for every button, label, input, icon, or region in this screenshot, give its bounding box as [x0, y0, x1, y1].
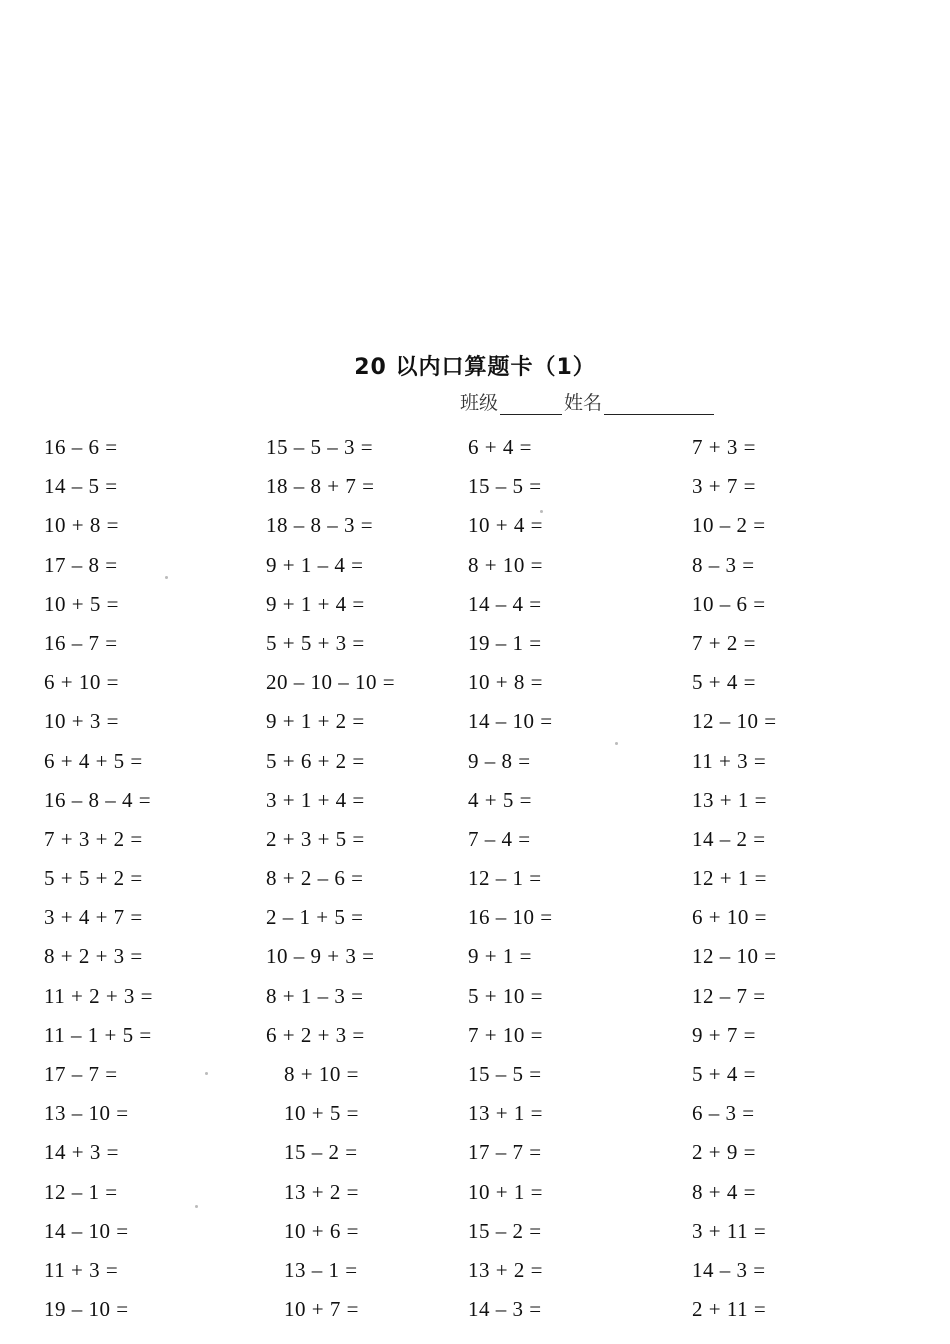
problem-item: 10 – 9 + 3 = [266, 944, 375, 969]
problem-item: 10 + 8 = [468, 670, 543, 695]
problem-item: 7 + 3 = [692, 435, 756, 459]
problem-item: 12 – 10 = [692, 944, 777, 969]
problem-item: 7 – 4 = [468, 826, 531, 851]
problem-item: 14 – 3 = [692, 1257, 766, 1282]
problem-item: 5 + 6 + 2 = [266, 748, 365, 773]
problem-item: 9 + 7 = [692, 1022, 756, 1047]
problem-item: 12 – 1 = [44, 1179, 118, 1204]
problem-item: 6 – 3 = [692, 1101, 755, 1126]
problem-item: 2 – 1 + 5 = [266, 905, 364, 930]
problem-item: 5 + 4 = [692, 670, 756, 695]
problem-item: 20 – 10 – 10 = [266, 670, 396, 695]
problem-item: 10 + 1 = [468, 1179, 543, 1204]
problem-item: 19 – 10 = [44, 1297, 129, 1322]
problem-item: 5 + 4 = [692, 1062, 756, 1086]
problem-item: 6 + 10 = [692, 905, 767, 930]
problem-item: 13 + 2 = [284, 1179, 359, 1204]
name-blank[interactable] [604, 392, 714, 415]
scan-speck [195, 1205, 198, 1208]
problem-column-3 [468, 428, 553, 1329]
problem-item: 18 – 8 + 7 = [266, 474, 375, 499]
problem-item: 11 + 3 = [692, 748, 767, 773]
problem-item: 16 – 10 = [468, 905, 553, 930]
problem-item: 10 + 5 = [44, 591, 119, 616]
problem-item: 12 – 7 = [692, 983, 766, 1008]
problem-item: 17 – 8 = [44, 552, 118, 577]
problem-item: 10 + 7 = [284, 1297, 359, 1322]
scan-speck [165, 576, 168, 579]
problem-item: 7 + 2 = [692, 630, 756, 655]
problem-item: 15 – 2 = [284, 1140, 358, 1165]
problem-item: 6 + 10 = [44, 670, 119, 695]
problem-item: 16 – 6 = [44, 435, 118, 459]
problem-item: 9 – 8 = [468, 748, 531, 773]
problem-item: 12 – 10 = [692, 709, 777, 734]
problem-item: 9 + 1 – 4 = [266, 552, 364, 577]
problem-column-1 [44, 428, 153, 1329]
problem-item: 8 + 1 – 3 = [266, 983, 364, 1008]
problem-item: 17 – 7 = [44, 1062, 118, 1086]
scan-speck [615, 742, 618, 745]
problem-item: 19 – 1 = [468, 630, 542, 655]
problem-item: 5 + 5 + 3 = [266, 630, 365, 655]
problem-item: 10 + 4 = [468, 513, 543, 538]
problem-item: 8 + 4 = [692, 1179, 756, 1204]
problem-item: 14 – 10 = [468, 709, 553, 734]
problem-item: 10 + 3 = [44, 709, 119, 734]
problem-item: 8 – 3 = [692, 552, 755, 577]
problem-item: 15 – 5 = [468, 474, 542, 499]
problem-item: 10 + 5 = [284, 1101, 359, 1126]
worksheet-title: 20 以内口算题卡（1） [354, 355, 596, 380]
problem-item: 17 – 7 = [468, 1140, 542, 1165]
problem-item: 14 – 3 = [468, 1297, 542, 1322]
problem-item: 14 – 4 = [468, 591, 542, 616]
problem-item: 15 – 5 = [468, 1062, 542, 1086]
problem-column-2 [266, 428, 395, 1329]
problem-item: 4 + 5 = [468, 787, 532, 812]
problem-item: 14 – 2 = [692, 826, 766, 851]
problem-item: 14 – 5 = [44, 474, 118, 499]
problem-item: 3 + 7 = [692, 474, 756, 499]
problem-item: 7 + 10 = [468, 1022, 543, 1047]
problem-item: 18 – 8 – 3 = [266, 513, 374, 538]
problem-item: 12 – 1 = [468, 866, 542, 891]
problem-item: 16 – 8 – 4 = [44, 787, 152, 812]
problem-item: 8 + 10 = [468, 552, 543, 577]
class-label: 班级 [460, 392, 499, 414]
name-label: 姓名 [564, 392, 603, 414]
problem-item: 9 + 1 + 2 = [266, 709, 365, 734]
problem-item: 10 + 8 = [44, 513, 119, 538]
scan-speck [540, 510, 543, 513]
problem-column-4 [692, 428, 777, 1329]
problem-item: 9 + 1 + 4 = [266, 591, 365, 616]
problem-item: 13 – 10 = [44, 1101, 129, 1126]
problem-item: 2 + 3 + 5 = [266, 826, 365, 851]
problem-item: 8 + 10 = [284, 1062, 359, 1086]
problem-item: 3 + 4 + 7 = [44, 905, 143, 930]
problem-item: 8 + 2 + 3 = [44, 944, 143, 969]
class-blank[interactable] [500, 392, 562, 415]
problem-item: 5 + 5 + 2 = [44, 866, 143, 891]
problem-item: 13 + 1 = [692, 787, 767, 812]
problem-item: 10 – 6 = [692, 591, 766, 616]
student-info-line [460, 388, 716, 415]
problem-item: 2 + 9 = [692, 1140, 756, 1165]
problem-item: 14 + 3 = [44, 1140, 119, 1165]
problem-item: 8 + 2 – 6 = [266, 866, 364, 891]
problem-item: 13 + 2 = [468, 1257, 543, 1282]
problem-item: 16 – 7 = [44, 630, 118, 655]
problem-item: 3 + 1 + 4 = [266, 787, 365, 812]
problem-item: 6 + 4 + 5 = [44, 748, 143, 773]
problem-item: 2 + 11 = [692, 1297, 767, 1322]
problem-item: 15 – 5 – 3 = [266, 435, 374, 459]
problem-item: 10 – 2 = [692, 513, 766, 538]
problem-item: 6 + 2 + 3 = [266, 1022, 365, 1047]
problem-item: 14 – 10 = [44, 1218, 129, 1243]
problem-item: 11 + 2 + 3 = [44, 983, 154, 1008]
problem-item: 13 – 1 = [284, 1257, 358, 1282]
problem-item: 6 + 4 = [468, 435, 532, 459]
problem-item: 11 – 1 + 5 = [44, 1022, 152, 1047]
problem-item: 10 + 6 = [284, 1218, 359, 1243]
problem-item: 11 + 3 = [44, 1257, 119, 1282]
problem-item: 12 + 1 = [692, 866, 767, 891]
scan-speck [205, 1072, 208, 1075]
problem-item: 15 – 2 = [468, 1218, 542, 1243]
problem-item: 7 + 3 + 2 = [44, 826, 143, 851]
problem-item: 13 + 1 = [468, 1101, 543, 1126]
problem-item: 5 + 10 = [468, 983, 543, 1008]
problem-item: 9 + 1 = [468, 944, 532, 969]
problem-item: 3 + 11 = [692, 1218, 767, 1243]
